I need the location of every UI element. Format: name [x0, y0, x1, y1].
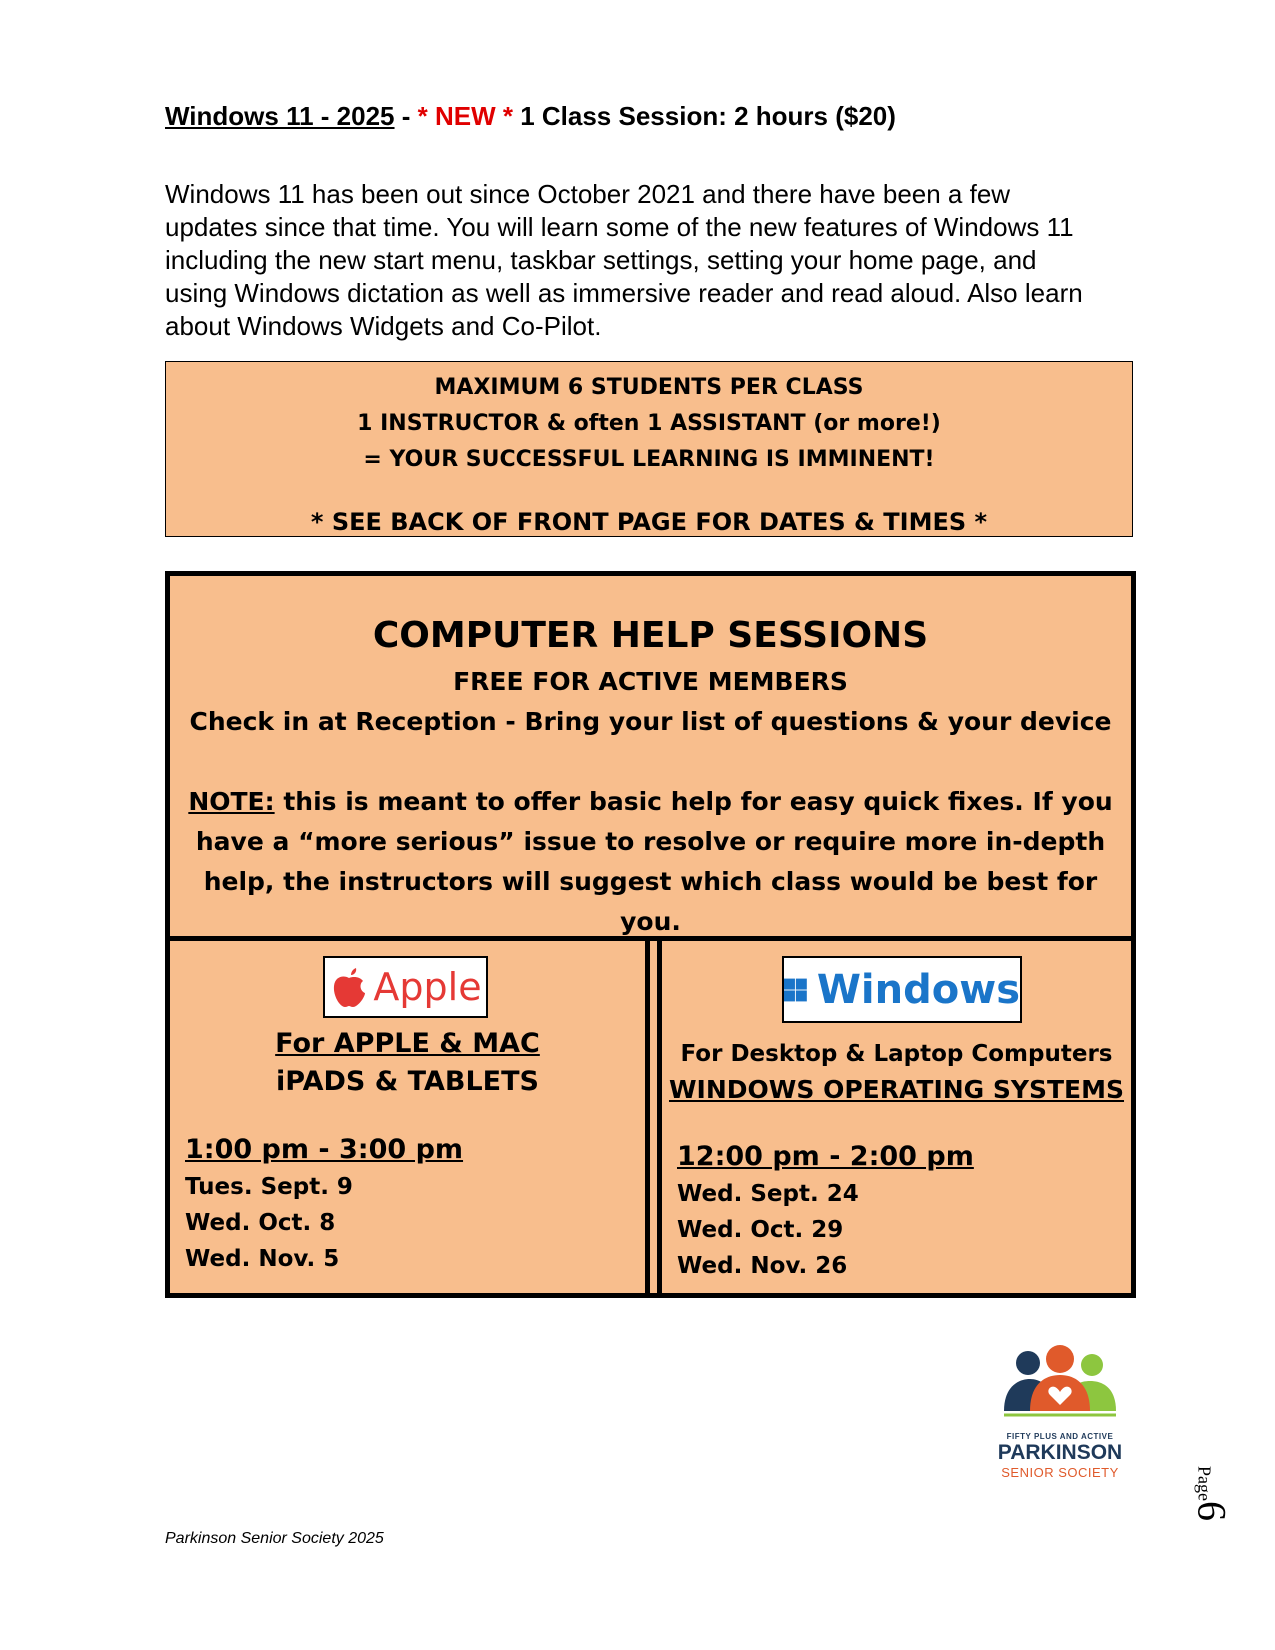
windows-schedule [677, 1138, 974, 1284]
apple-icon [329, 964, 369, 1010]
windows-date: Wed. Nov. 26 [677, 1253, 848, 1279]
windows-session-panel [657, 941, 1131, 1293]
help-sessions-box [165, 571, 1136, 1298]
apple-session-panel [170, 941, 650, 1293]
course-description: Windows 11 has been out since October 2021 and there have been a few updates since that time. You will learn some of the new features of Windows 11 including the new start menu, taskbar settings, setting your home page, and using Windows dictation as well as immersive reader and read aloud. Also learn about Windows Widgets and Co-Pilot. [165, 179, 1083, 341]
windows-icon [784, 965, 807, 1015]
note-label: NOTE: [188, 787, 275, 816]
course-session: 1 Class Session: 2 hours ($20) [512, 101, 896, 131]
apple-logo [323, 956, 488, 1018]
page-number-value: 6 [1189, 1501, 1235, 1521]
course-title: Windows 11 - 2025 [165, 101, 395, 131]
help-checkin: Check in at Reception - Bring your list of questions & your device [189, 707, 1112, 736]
new-tag: * NEW * [417, 101, 513, 131]
logo-name: PARKINSON [997, 1441, 1123, 1464]
help-note [170, 782, 1131, 942]
parkinson-senior-society-logo [985, 1345, 1135, 1480]
windows-time: 12:00 pm - 2:00 pm [677, 1141, 974, 1172]
page-label: Page [1194, 1466, 1215, 1501]
windows-heading-line2: WINDOWS OPERATING SYSTEMS [668, 1075, 1125, 1104]
windows-heading-line1: For Desktop & Laptop Computers [680, 1041, 1113, 1067]
max-students-line: MAXIMUM 6 STUDENTS PER CLASS [434, 375, 864, 400]
footer: Parkinson Senior Society 2025 [165, 1530, 384, 1547]
apple-date: Wed. Oct. 8 [185, 1210, 336, 1236]
note-text: this is meant to offer basic help for easy quick fixes. If you have a “more serious” issue to resolve or require more in-depth help, the instructors will suggest which class would be best for you. [195, 787, 1113, 936]
help-subtitle: FREE FOR ACTIVE MEMBERS [453, 667, 848, 696]
apple-schedule [185, 1131, 463, 1277]
course-heading [165, 101, 896, 132]
apple-date: Tues. Sept. 9 [185, 1174, 353, 1200]
apple-heading-line2: iPADS & TABLETS [276, 1066, 539, 1097]
apple-date: Wed. Nov. 5 [185, 1246, 340, 1272]
logo-tagline: FIFTY PLUS AND ACTIVE [1006, 1432, 1114, 1441]
windows-date: Wed. Oct. 29 [677, 1217, 844, 1243]
windows-heading [662, 1036, 1131, 1108]
apple-heading [170, 1025, 645, 1101]
windows-logo-text: Windows [816, 966, 1020, 1013]
windows-logo [782, 956, 1022, 1023]
apple-time: 1:00 pm - 3:00 pm [185, 1134, 464, 1165]
class-info-box [165, 361, 1133, 537]
apple-heading-line1: For APPLE & MAC [275, 1028, 540, 1059]
instructor-line: 1 INSTRUCTOR & often 1 ASSISTANT (or more!) [357, 411, 941, 436]
help-sessions-header [170, 576, 1131, 941]
people-heart-icon [1000, 1345, 1120, 1425]
course-title-separator: - [394, 101, 418, 131]
apple-logo-text: Apple [373, 965, 482, 1009]
success-line: = YOUR SUCCESSFUL LEARNING IS IMMINENT! [363, 447, 935, 472]
see-back-line: * SEE BACK OF FRONT PAGE FOR DATES & TIMES * [310, 508, 988, 536]
help-title: COMPUTER HELP SESSIONS [372, 615, 929, 656]
windows-date: Wed. Sept. 24 [677, 1181, 859, 1207]
logo-society: SENIOR SOCIETY [1001, 1465, 1119, 1480]
page-number [1172, 1440, 1235, 1521]
page-number-rotated [1189, 1454, 1236, 1534]
